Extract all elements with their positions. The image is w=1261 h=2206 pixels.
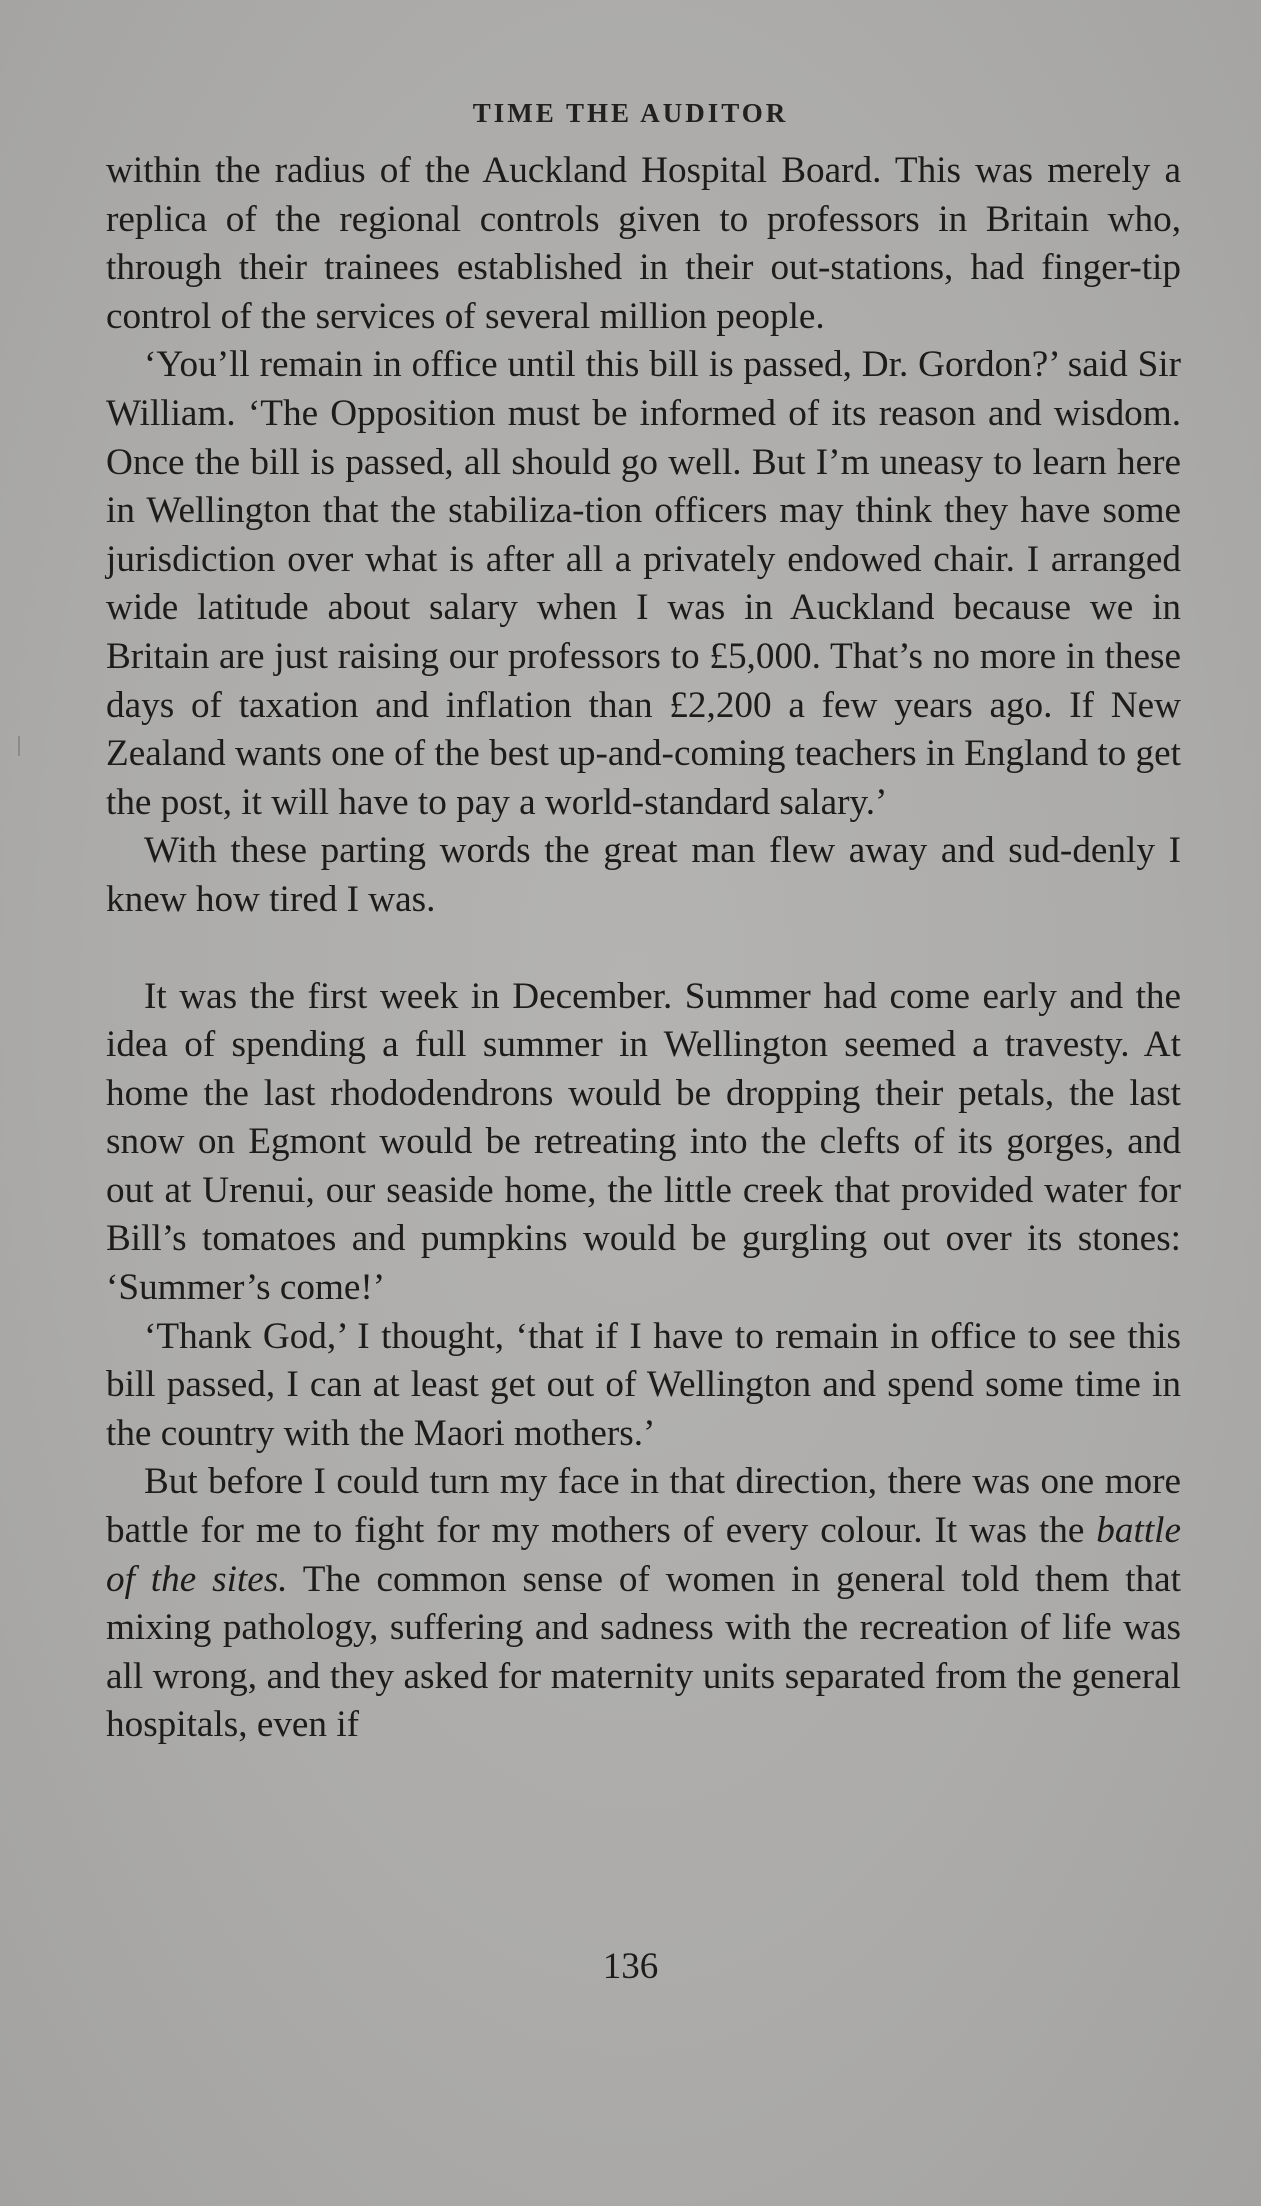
paragraph-6	[106, 1458, 1181, 1750]
paragraph-1: within the radius of the Auckland Hospital Board. This was merely a replica of the regional controls given to professors in Britain who, through their trainees established in their out-stations, had finger-tip control of the services of several million people.	[106, 150, 1181, 337]
paragraph-3: With these parting words the great man flew away and sud-denly I knew how tired I was.	[106, 830, 1181, 920]
margin-mark	[18, 736, 20, 756]
paragraph-2: ‘You’ll remain in office until this bill is passed, Dr. Gordon?’ said Sir William. ‘The Opposition must be informed of its reason and wisdom. Once the bill is passed, all should go well. But I’m uneasy to learn here in Wellington that the stabiliza-tion officers may think they have some jurisdiction over what is after all a privately endowed chair. I arranged wide latitude about salary when I was in Auckland because we in Britain are just raising our professors to £5,000. That’s no more in these days of taxation and inflation than £2,200 a few years ago. If New Zealand wants one of the best up-and-coming teachers in England to get the post, it will have to pay a world-standard salary.’	[106, 344, 1181, 823]
paragraph-4: It was the first week in December. Summer had come early and the idea of spending a full summer in Wellington seemed a travesty. At home the last rhododendrons would be dropping their petals, the last snow on Egmont would be retreating into the clefts of its gorges, and out at Urenui, our seaside home, the little creek that provided water for Bill’s tomatoes and pumpkins would be gurgling out over its stones: ‘Summer’s come!’	[106, 975, 1181, 1309]
section-break	[106, 925, 1181, 973]
running-head: TIME THE AUDITOR	[472, 98, 789, 128]
body-text	[106, 147, 1181, 1750]
paragraph-6-italic: battle of the sites.	[106, 1510, 1181, 1600]
paragraph-5: ‘Thank God,’ I thought, ‘that if I have to remain in office to see this bill passed, I can at least get out of Wellington and spend some time in the country with the Maori mothers.’	[106, 1315, 1181, 1454]
page-number: 136	[602, 1946, 659, 1987]
paragraph-6-before: But before I could turn my face in that direction, there was one more battle for me to fight for my mothers of every colour. It was the	[106, 1461, 1181, 1552]
paragraph-6-after: The common sense of women in general told them that mixing pathology, suffering and sadness with the recreation of life was all wrong, and they asked for maternity units separated from the general hospitals, even if	[106, 1558, 1181, 1746]
